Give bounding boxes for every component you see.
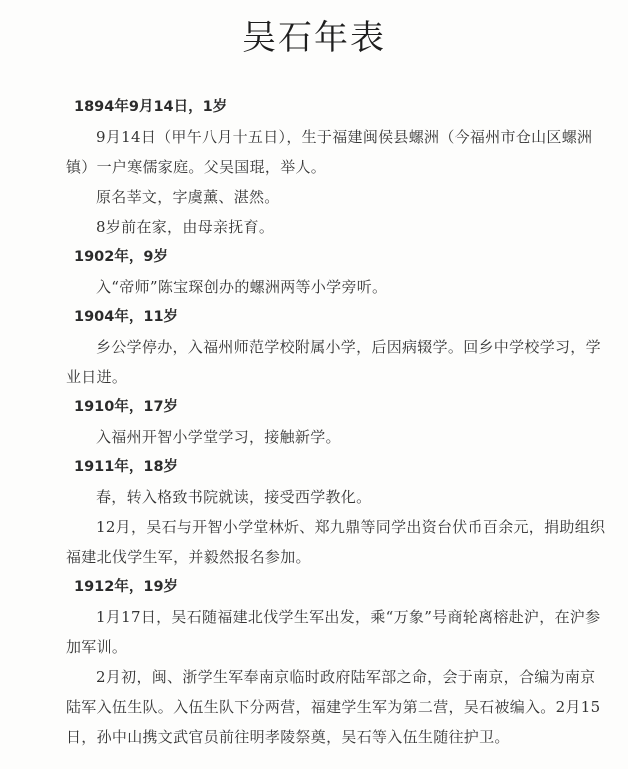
chronology-content <box>66 92 606 752</box>
entry-paragraph: 入福州开智小学堂学习，接触新学。 <box>96 428 341 446</box>
entry-paragraph: 2月初，闽、浙学生军奉南京临时政府陆军部之命，会于南京，合编为南京陆军入伍生队。入伍生队下分两营，福建学生军为第二营，吴石被编入。2月15日，孙中山携文武官员前往明孝陵祭奠，吴石等入伍生随往护卫。 <box>66 668 601 746</box>
entry-paragraph: 12月，吴石与开智小学堂林炘、郑九鼎等同学出资台伏币百余元，捐助组织福建北伐学生军，并毅然报名参加。 <box>66 518 606 566</box>
page-title: 吴石年表 <box>242 18 386 58</box>
year-heading-1904: 1904年，11岁 <box>74 309 179 325</box>
year-heading-1910: 1910年，17岁 <box>74 399 179 415</box>
entry-paragraph: 原名莘文，字虞薰、湛然。 <box>96 188 280 206</box>
entry-paragraph: 1月17日，吴石随福建北伐学生军出发，乘“万象”号商轮离榕赴沪，在沪参加军训。 <box>66 608 601 656</box>
year-heading-1902: 1902年，9岁 <box>74 249 168 265</box>
entry-paragraph: 春，转入格致书院就读，接受西学教化。 <box>96 488 372 506</box>
entry-paragraph: 入“帝师”陈宝琛创办的螺洲两等小学旁听。 <box>96 278 388 296</box>
entry-paragraph: 9月14日（甲午八月十五日），生于福建闽侯县螺洲（今福州市仓山区螺洲镇）一户寒儒家庭。父吴国琨，举人。 <box>66 128 593 176</box>
entry-paragraph: 8岁前在家，由母亲抚育。 <box>96 218 275 236</box>
year-heading-1894: 1894年9月14日，1岁 <box>74 99 228 115</box>
entry-paragraph: 乡公学停办，入福州师范学校附属小学，后因病辍学。回乡中学校学习，学业日进。 <box>66 338 601 386</box>
year-heading-1912: 1912年，19岁 <box>74 579 179 595</box>
year-heading-1911: 1911年，18岁 <box>74 459 179 475</box>
